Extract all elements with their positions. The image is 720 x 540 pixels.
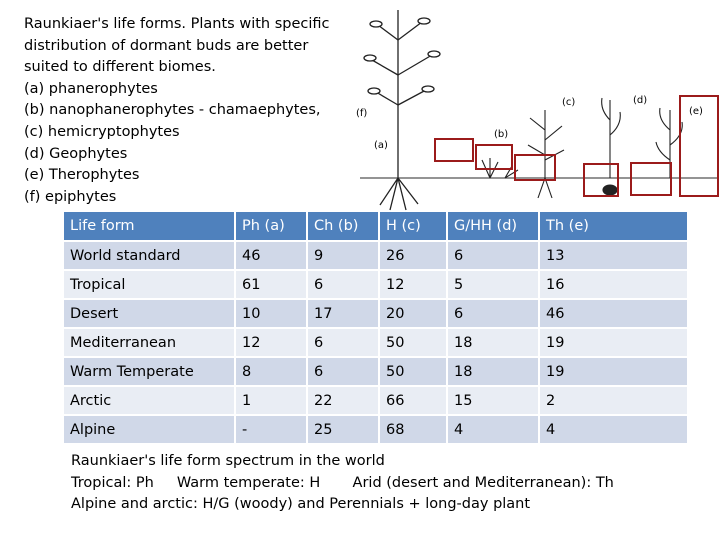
header-g-hh: G/HH (d) xyxy=(448,212,540,240)
table-row xyxy=(64,358,689,385)
cell: 10 xyxy=(236,300,308,327)
intro-line: (c) hemicryptophytes xyxy=(24,123,180,140)
cell: 20 xyxy=(380,300,448,327)
cell: - xyxy=(236,416,308,443)
bud-box-b xyxy=(476,145,512,169)
cell: 50 xyxy=(380,329,448,356)
cell: 2 xyxy=(540,387,689,414)
cell: 68 xyxy=(380,416,448,443)
table-row xyxy=(64,242,689,269)
table-header-row xyxy=(64,212,689,240)
summary-line: Tropical: Ph Warm temperate: H Arid (desert and Mediterranean): Th xyxy=(71,474,614,491)
cell: 61 xyxy=(236,271,308,298)
cell: Tropical xyxy=(64,271,236,298)
cell: 16 xyxy=(540,271,689,298)
cell: Desert xyxy=(64,300,236,327)
cell: 13 xyxy=(540,242,689,269)
header-ch: Ch (b) xyxy=(308,212,380,240)
intro-line: (d) Geophytes xyxy=(24,145,128,162)
cell: 8 xyxy=(236,358,308,385)
intro-line: (a) phanerophytes xyxy=(24,80,158,97)
cell: 12 xyxy=(236,329,308,356)
cell: 18 xyxy=(448,329,540,356)
cell: 46 xyxy=(236,242,308,269)
summary-line: Alpine and arctic: H/G (woody) and Perennials + long-day plant xyxy=(71,496,531,512)
figure-label-f: (f) xyxy=(356,108,368,119)
cell: Warm Temperate xyxy=(64,358,236,385)
cell: 6 xyxy=(308,329,380,356)
cell: World standard xyxy=(64,242,236,269)
summary-line: Raunkiaer's life form spectrum in the world xyxy=(71,453,385,469)
bud-box-a xyxy=(435,139,473,161)
phanerophyte-drawing xyxy=(364,10,440,210)
intro-line: distribution of dormant buds are better xyxy=(24,37,309,54)
cell: 66 xyxy=(380,387,448,414)
bud-box-c xyxy=(515,155,555,180)
cell: 26 xyxy=(380,242,448,269)
cell: Mediterranean xyxy=(64,329,236,356)
cell: 19 xyxy=(540,358,689,385)
cell: 6 xyxy=(448,300,540,327)
header-ph: Ph (a) xyxy=(236,212,308,240)
bud-boxes xyxy=(435,96,718,196)
figure-label-b: (b) xyxy=(494,129,509,140)
figure-label-d: (d) xyxy=(633,95,648,106)
cell: 15 xyxy=(448,387,540,414)
intro-line: Raunkiaer's life forms. Plants with specific xyxy=(24,16,330,32)
header-life-form: Life form xyxy=(64,212,236,240)
intro-line: suited to different biomes. xyxy=(24,59,216,76)
cell: 17 xyxy=(308,300,380,327)
therophyte-drawing xyxy=(656,108,682,178)
cell: 12 xyxy=(380,271,448,298)
cell: Alpine xyxy=(64,416,236,443)
cell: 50 xyxy=(380,358,448,385)
header-h: H (c) xyxy=(380,212,448,240)
header-th: Th (e) xyxy=(540,212,689,240)
summary-text xyxy=(71,451,711,516)
intro-line: (e) Therophytes xyxy=(24,167,140,184)
figure-label-a: (a) xyxy=(374,140,388,151)
table-row xyxy=(64,300,689,327)
figure-label-c: (c) xyxy=(562,97,576,108)
cell: 22 xyxy=(308,387,380,414)
table-row xyxy=(64,329,689,356)
cell: 18 xyxy=(448,358,540,385)
life-forms-illustration xyxy=(340,0,720,215)
table-row xyxy=(64,271,689,298)
cell: 1 xyxy=(236,387,308,414)
cell: 5 xyxy=(448,271,540,298)
cell: 6 xyxy=(448,242,540,269)
bud-box-e xyxy=(631,163,671,195)
cell: 46 xyxy=(540,300,689,327)
cell: Arctic xyxy=(64,387,236,414)
figure-label-e: (e) xyxy=(689,106,703,117)
intro-text xyxy=(24,14,354,208)
cell: 6 xyxy=(308,271,380,298)
cell: 19 xyxy=(540,329,689,356)
cell: 6 xyxy=(308,358,380,385)
table-row xyxy=(64,416,689,443)
intro-line: (b) nanophanerophytes - chamaephytes, xyxy=(24,102,321,119)
life-form-spectrum-table xyxy=(64,210,689,445)
cell: 9 xyxy=(308,242,380,269)
intro-line: (f) epiphytes xyxy=(24,188,117,205)
cell: 4 xyxy=(448,416,540,443)
cell: 4 xyxy=(540,416,689,443)
table-row xyxy=(64,387,689,414)
cell: 25 xyxy=(308,416,380,443)
